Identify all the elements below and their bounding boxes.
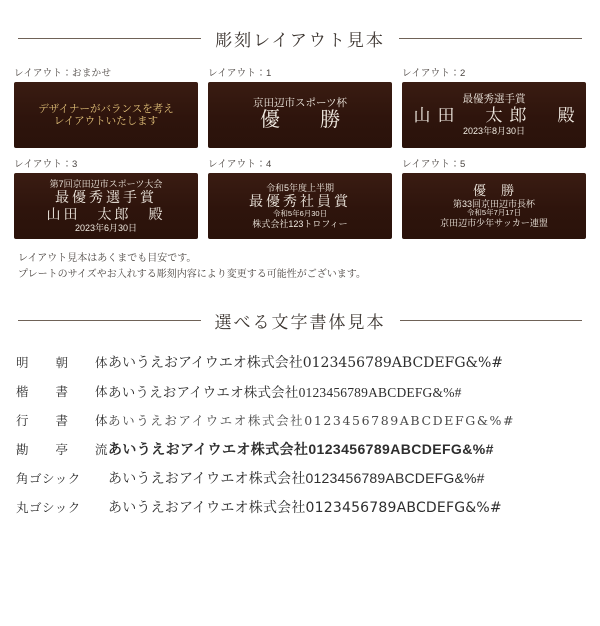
font-name-char: 勘 xyxy=(16,442,30,457)
font-name xyxy=(16,469,108,487)
plate-line: 最優秀選手賞 xyxy=(462,93,526,106)
plate-cell xyxy=(14,65,198,148)
font-name xyxy=(16,353,108,371)
font-name-char: 丸ゴシック xyxy=(16,500,81,515)
plate-preview[interactable] xyxy=(14,82,198,148)
plate-label: レイアウト：5 xyxy=(402,159,466,170)
plate-label: レイアウト：4 xyxy=(208,159,272,170)
heading-rule-right xyxy=(400,320,583,321)
plate-line: 令和5年6月30日 xyxy=(272,208,328,218)
font-name-char: 体 xyxy=(94,384,108,399)
plate-line: 優 勝 xyxy=(260,109,350,132)
plate-preview[interactable] xyxy=(208,82,392,148)
plate-label: レイアウト：1 xyxy=(208,68,272,79)
font-row[interactable] xyxy=(16,434,584,463)
plate-preview[interactable] xyxy=(402,82,586,148)
plate-preview[interactable] xyxy=(14,173,198,239)
font-name xyxy=(16,498,108,516)
plate-line: レイアウトいたします xyxy=(53,115,159,127)
layout-heading-text: 彫刻レイアウト見本 xyxy=(215,31,385,50)
plate-line: 株式会社123トロフィー xyxy=(252,218,348,229)
plate-line: 令和5年7月17日 xyxy=(466,208,522,218)
plate-cell xyxy=(402,156,586,239)
plate-line: 最優秀選手賞 xyxy=(55,189,157,206)
font-section-heading xyxy=(0,308,600,333)
plate-line: 第33回京田辺市長杯 xyxy=(452,198,535,209)
plate-cell xyxy=(14,156,198,239)
font-name xyxy=(16,382,108,400)
disclaimer-note xyxy=(0,239,600,282)
font-sample-text: あいうえおアイウエオ株式会社0123456789ABCDEFG&%# xyxy=(108,499,502,516)
font-name-char: 書 xyxy=(55,413,69,428)
plate-line: 2023年8月30日 xyxy=(462,125,526,136)
plate-line: 山田 太郎 殿 xyxy=(46,206,166,222)
font-row[interactable] xyxy=(16,463,584,492)
font-name-char: 体 xyxy=(94,355,108,370)
font-sample-text: あいうえおアイウエオ株式会社0123456789ABCDEFG&%# xyxy=(108,412,516,428)
font-sample-text: あいうえおアイウエオ株式会社0123456789ABCDEFG&%# xyxy=(108,469,485,486)
font-sample-text: あいうえおアイウエオ株式会社0123456789ABCDEFG&%# xyxy=(108,440,494,457)
font-name-char: 亭 xyxy=(55,442,69,457)
heading-rule-left xyxy=(18,38,201,39)
plate-line: 優 勝 xyxy=(472,183,515,199)
plate-label: レイアウト：3 xyxy=(14,159,78,170)
plate-line: 令和5年度上半期 xyxy=(265,182,334,193)
plate-line: 京田辺市少年サッカー連盟 xyxy=(440,218,548,229)
plate-preview[interactable] xyxy=(402,173,586,239)
font-name-char: 朝 xyxy=(55,355,69,370)
font-name-char: 流 xyxy=(94,442,108,457)
plate-line: 2023年6月30日 xyxy=(74,222,138,233)
plate-preview[interactable] xyxy=(208,173,392,239)
note-line-2: プレートのサイズやお入れする彫刻内容により変更する可能性がございます。 xyxy=(18,268,366,280)
plate-line: 京田辺市スポーツ杯 xyxy=(252,97,348,110)
font-sample-text: あいうえおアイウエオ株式会社0123456789ABCDEFG&%# xyxy=(108,384,462,400)
font-sample-list xyxy=(0,333,600,521)
font-name xyxy=(16,411,108,429)
font-name-char: 体 xyxy=(94,413,108,428)
font-row[interactable] xyxy=(16,492,584,521)
font-row[interactable] xyxy=(16,405,584,434)
plate-label: レイアウト：おまかせ xyxy=(14,68,112,79)
heading-rule-right xyxy=(399,38,582,39)
plate-cell xyxy=(402,65,586,148)
font-name-char: 明 xyxy=(16,355,30,370)
font-name-char: 書 xyxy=(55,384,69,399)
font-sample-text: あいうえおアイウエオ株式会社0123456789ABCDEFG&%# xyxy=(108,354,504,371)
plate-line: 第7回京田辺市スポーツ大会 xyxy=(49,178,163,189)
plate-label: レイアウト：2 xyxy=(402,68,466,79)
font-row[interactable] xyxy=(16,347,584,376)
font-name-char: 角ゴシック xyxy=(16,471,81,486)
plate-cell xyxy=(208,156,392,239)
font-name xyxy=(16,440,108,458)
layout-section-heading xyxy=(0,26,600,51)
plate-sample-grid xyxy=(0,51,600,239)
plate-cell xyxy=(208,65,392,148)
font-heading-text: 選べる文字書体見本 xyxy=(214,313,386,332)
font-name-char: 行 xyxy=(16,413,30,428)
font-name-char: 楷 xyxy=(16,384,30,399)
plate-line: 最優秀社員賞 xyxy=(249,193,351,210)
note-line-1: レイアウト見本はあくまでも目安です。 xyxy=(18,253,197,264)
plate-line: 山田 太郎 殿 xyxy=(413,105,582,125)
heading-rule-left xyxy=(18,320,201,321)
font-row[interactable] xyxy=(16,376,584,405)
page-root xyxy=(0,26,600,626)
plate-line: デザイナーがバランスを考え xyxy=(38,102,174,115)
